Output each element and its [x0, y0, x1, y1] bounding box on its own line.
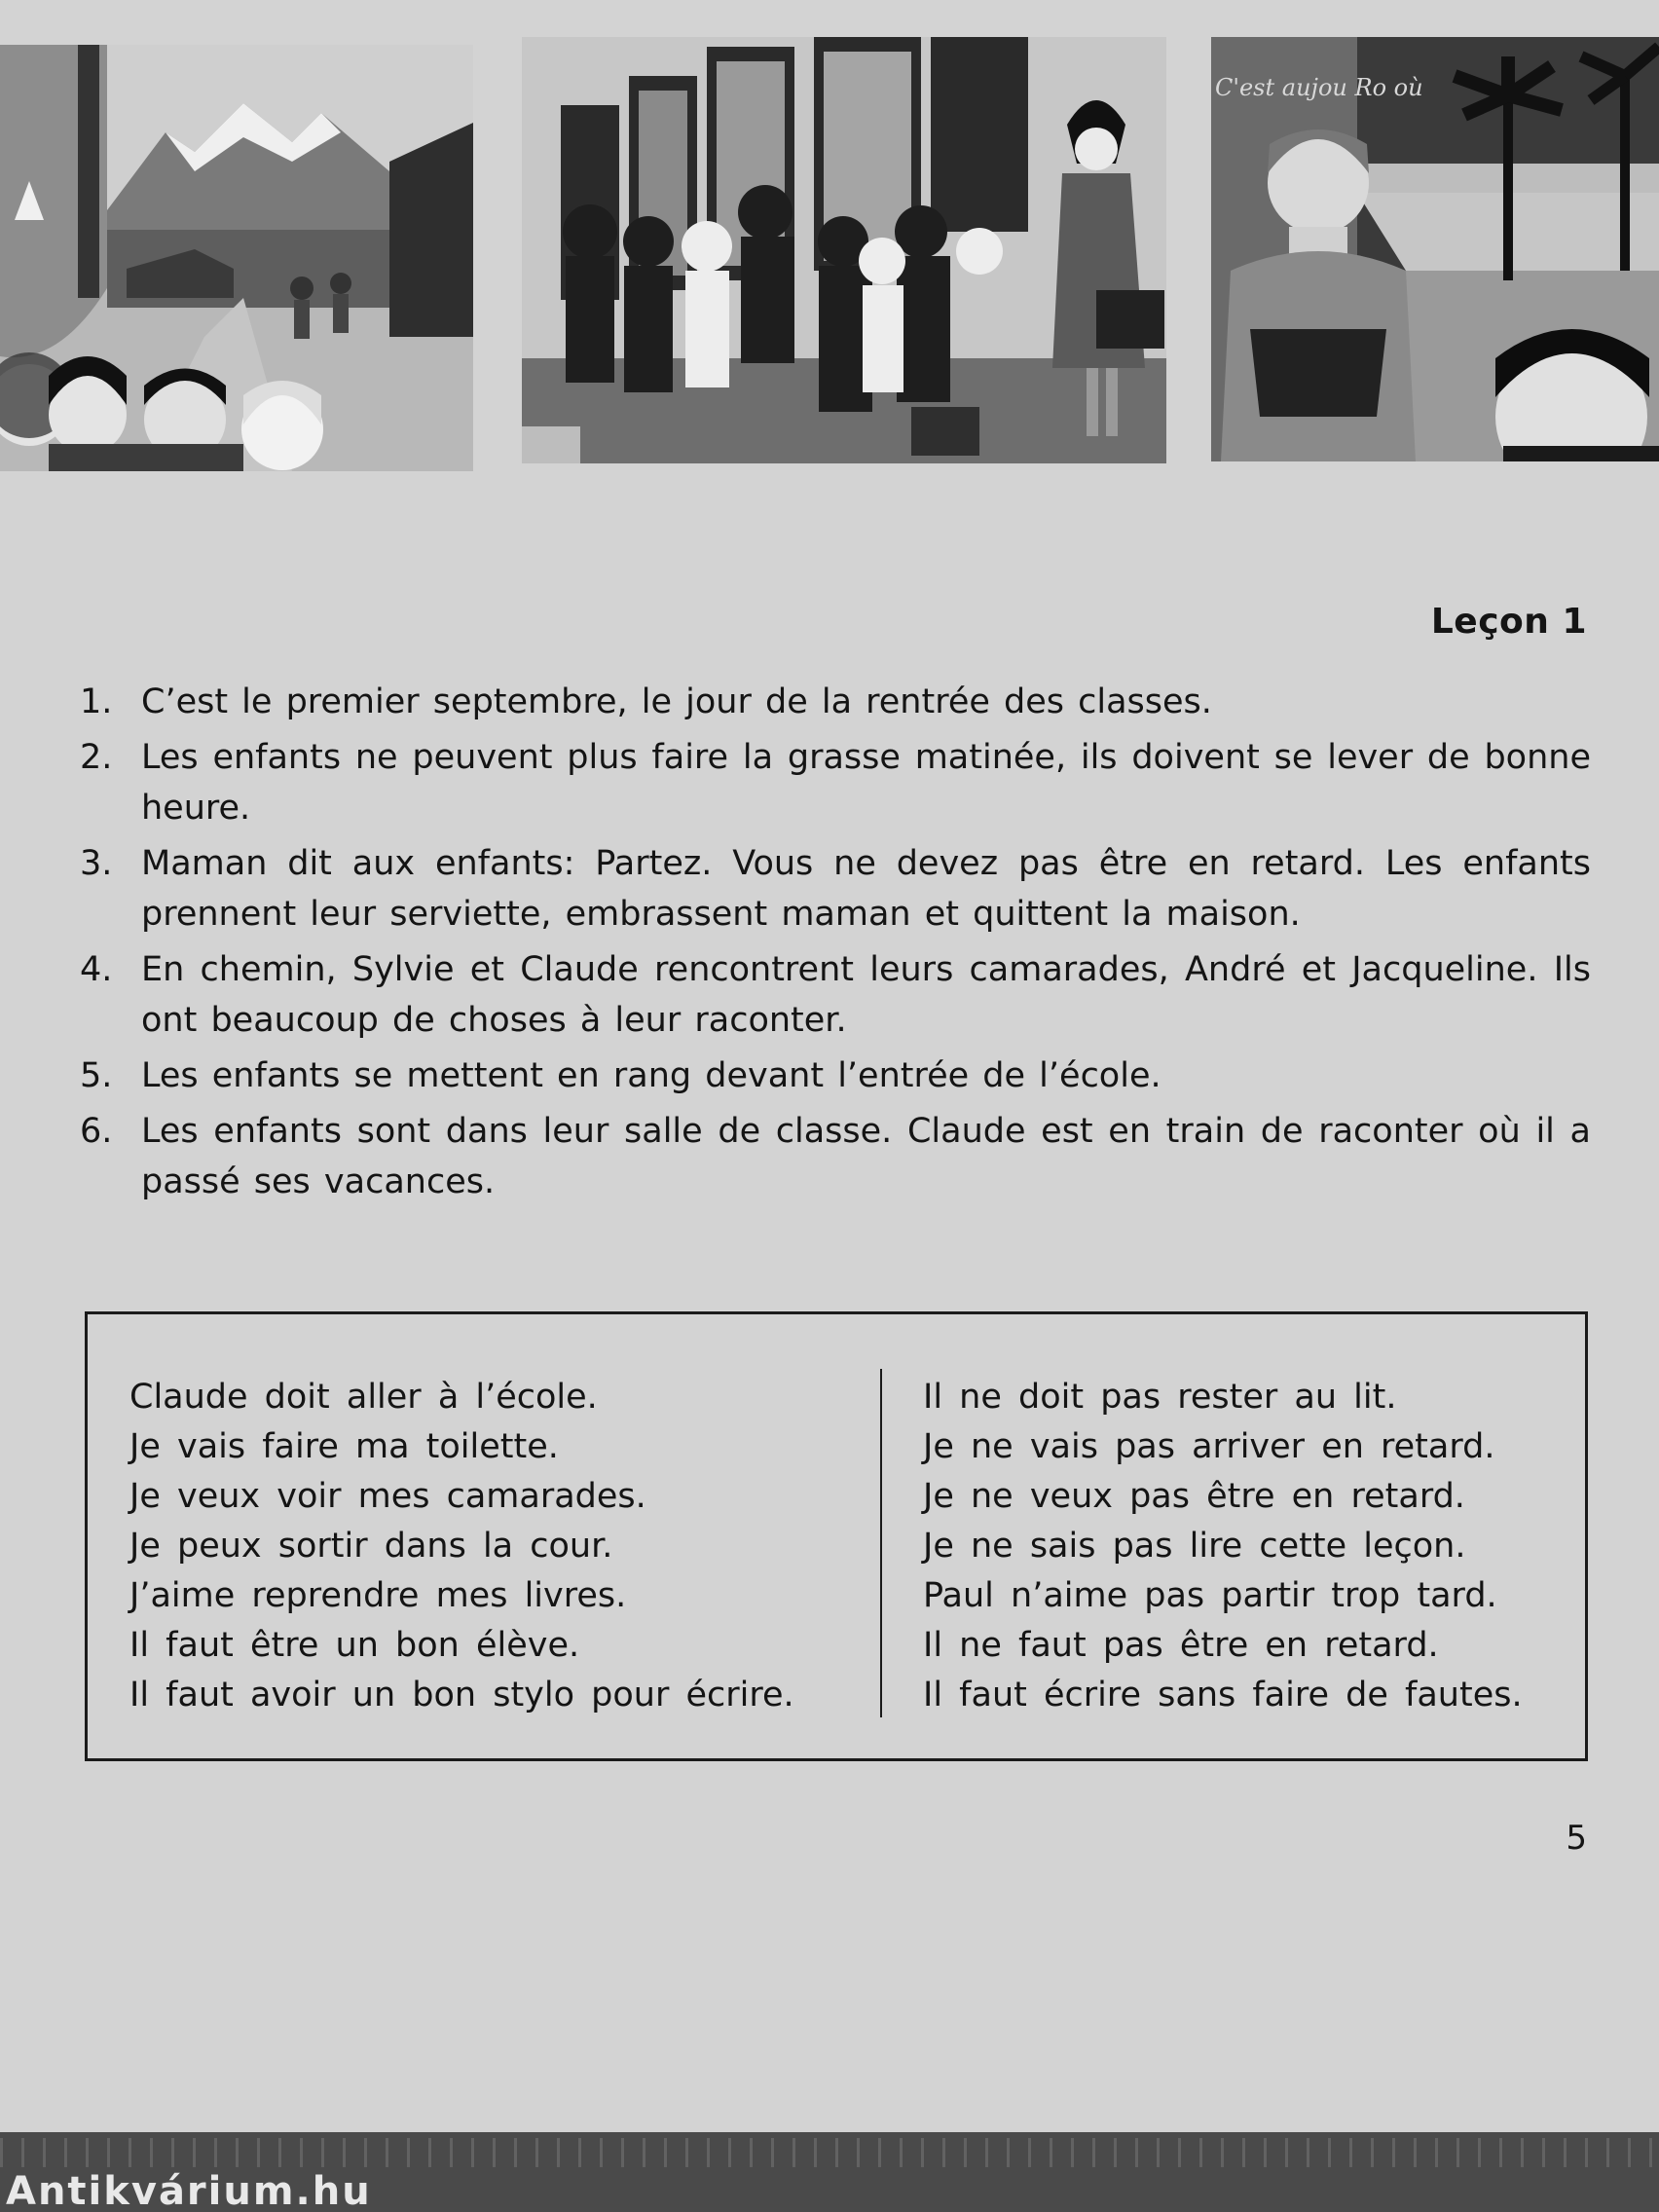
grammar-sentence: Il faut écrire sans faire de fautes.: [923, 1676, 1523, 1714]
grammar-sentence: Claude doit aller à l’école.: [129, 1378, 598, 1417]
list-item: [80, 732, 1591, 833]
lesson-title: Leçon 1: [1430, 602, 1587, 642]
grammar-sentence: Je ne vais pas arriver en retard.: [923, 1427, 1495, 1466]
grammar-column-affirmative: [129, 1373, 794, 1720]
list-item: [80, 944, 1591, 1046]
item-text: Maman dit aux enfants: Partez. Vous ne devez pas être en retard. Les enfants prennent leur serviette, embrassent maman et quittent la maison.: [141, 844, 1591, 934]
grammar-sentence: Paul n’aime pas partir trop tard.: [923, 1576, 1497, 1615]
item-number: 2.: [80, 738, 113, 777]
ruler-marks: [0, 2138, 1659, 2167]
grammar-column-negative: [923, 1373, 1523, 1720]
grammar-sentence: Je vais faire ma toilette.: [129, 1427, 559, 1466]
grammar-sentence: Je peux sortir dans la cour.: [129, 1527, 613, 1566]
item-number: 4.: [80, 950, 113, 989]
grammar-sentence: Je ne veux pas être en retard.: [923, 1477, 1465, 1516]
list-item: [80, 677, 1591, 727]
item-number: 1.: [80, 682, 113, 721]
grammar-sentence: Je veux voir mes camarades.: [129, 1477, 646, 1516]
list-item: [80, 1051, 1591, 1101]
numbered-story-list: [80, 677, 1591, 1212]
grammar-sentence: J’aime reprendre mes livres.: [129, 1576, 627, 1615]
page-number: 5: [1566, 1819, 1587, 1858]
item-number: 5.: [80, 1056, 113, 1095]
item-number: 3.: [80, 844, 113, 883]
item-text: Les enfants sont dans leur salle de classe. Claude est en train de raconter où il a passé ses vacances.: [141, 1112, 1591, 1201]
list-item: [80, 838, 1591, 940]
grammar-sentence: Il ne faut pas être en retard.: [923, 1626, 1439, 1665]
illustration-mountain-children: [0, 45, 473, 471]
column-divider: [880, 1369, 882, 1717]
grammar-sentence: Il ne doit pas rester au lit.: [923, 1378, 1397, 1417]
grammar-sentence: Il faut être un bon élève.: [129, 1626, 580, 1665]
item-text: En chemin, Sylvie et Claude rencontrent leurs camarades, André et Jacqueline. Ils ont beaucoup de choses à leur raconter.: [141, 950, 1591, 1040]
scan-footer-strip: [0, 2132, 1659, 2212]
list-item: [80, 1106, 1591, 1207]
item-text: Les enfants se mettent en rang devant l’entrée de l’école.: [141, 1056, 1161, 1095]
item-text: Les enfants ne peuvent plus faire la grasse matinée, ils doivent se lever de bonne heure.: [141, 738, 1591, 828]
watermark: Antikvárium.hu: [6, 2169, 372, 2212]
illustration-classroom-boy: [1211, 37, 1659, 461]
illustration-children-line-teacher: [522, 37, 1166, 463]
item-number: 6.: [80, 1112, 113, 1151]
item-text: C’est le premier septembre, le jour de la rentrée des classes.: [141, 682, 1212, 721]
grammar-sentence: Je ne sais pas lire cette leçon.: [923, 1527, 1466, 1566]
grammar-box: [85, 1311, 1588, 1761]
grammar-sentence: Il faut avoir un bon stylo pour écrire.: [129, 1676, 794, 1714]
blackboard-writing: C'est aujou Ro où: [1215, 74, 1423, 101]
